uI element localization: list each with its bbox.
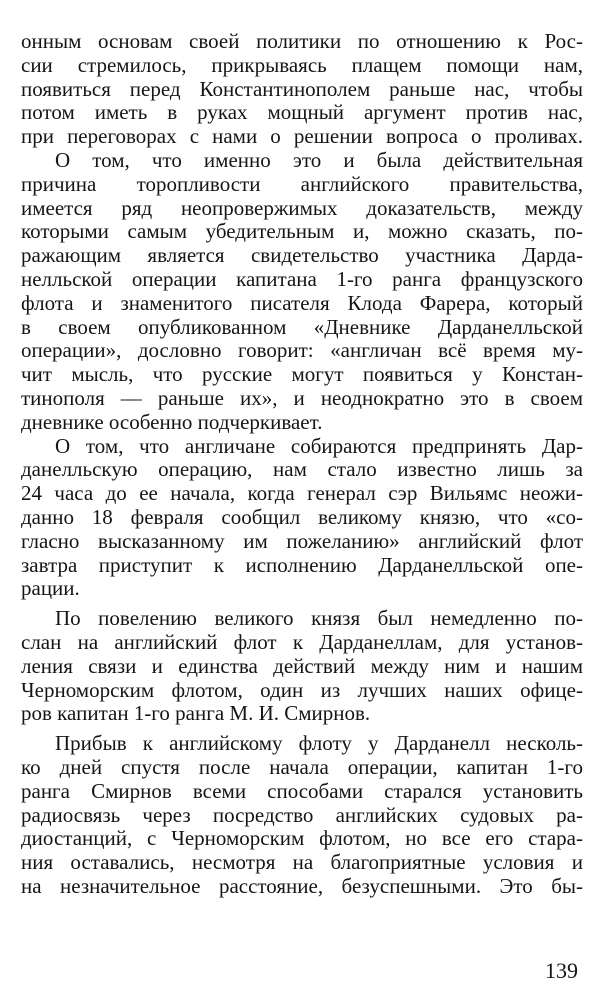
text-line: тинополя — раньше их», и неоднократно это в своем <box>21 385 583 410</box>
text-line: флота и знаменитого писателя Клода Фарера, который <box>21 290 583 315</box>
text-line: ния оставались, несмотря на благоприятные условия и <box>21 850 583 875</box>
text-line: на незначительное расстояние, безуспешными. Это бы- <box>21 873 583 898</box>
text-line: гласно высказанному им пожеланию» английский флот <box>21 528 583 553</box>
paragraph-4 <box>21 607 583 726</box>
text-line: ров капитан 1-го ранга М. И. Смирнов. <box>21 701 371 726</box>
text-line: По повелению великого князя был немедленно по- <box>55 606 583 631</box>
text-line: 24 часа до ее начала, когда генерал сэр Вильямс неожи- <box>21 481 583 506</box>
text-line: данелльскую операцию, нам стало известно лишь за <box>21 457 583 482</box>
text-line: сии стремилось, прикрываясь плащем помощи нам, <box>21 52 583 77</box>
text-line: потом иметь в руках мощный аргумент против нас, <box>21 100 583 125</box>
text-line: радиосвязь через посредство английских судовых ра- <box>21 802 583 827</box>
text-line: появиться перед Константинополем раньше нас, чтобы <box>21 76 583 101</box>
page-number: 139 <box>545 958 578 983</box>
text-line: рации. <box>21 576 80 601</box>
text-line: причина торопливости английского правительства, <box>21 171 583 196</box>
paragraph-2 <box>21 149 583 435</box>
text-line: Черноморским флотом, один из лучших наших офице- <box>21 677 583 702</box>
text-line: О том, что именно это и была действительная <box>55 147 583 172</box>
text-line: операции», дословно говорит: «англичан всё время му- <box>21 338 583 363</box>
paragraph-1 <box>21 30 583 149</box>
text-line: которыми самым убедительным и, можно сказать, по- <box>21 219 583 244</box>
text-line: Прибыв к английскому флоту у Дарданелл несколь- <box>55 731 583 756</box>
text-line: данно 18 февраля сообщил великому князю, что «со- <box>21 504 583 529</box>
text-line: в своем опубликованном «Дневнике Дарданелльской <box>21 314 583 339</box>
text-line: при переговорах с нами о решении вопроса о проливах. <box>21 124 583 149</box>
text-line: чит мысль, что русские могут появиться у Констан- <box>21 362 583 387</box>
text-line: ранга Смирнов всеми способами старался установить <box>21 778 583 803</box>
text-line: дневнике особенно подчеркивает. <box>21 409 323 434</box>
text-line: О том, что англичане собираются предпринять Дар- <box>55 433 583 458</box>
text-line: нелльской операции капитана 1-го ранга французского <box>21 266 583 291</box>
text-line: диостанций, с Черноморским флотом, но все его стара- <box>21 826 583 851</box>
paragraph-3 <box>21 435 583 602</box>
text-line: ления связи и единства действий между ним и нашим <box>21 653 583 678</box>
text-line: ко дней спустя после начала операции, капитан 1-го <box>21 754 583 779</box>
paragraph-5 <box>21 732 583 899</box>
text-line: онным основам своей политики по отношению к Рос- <box>21 29 583 53</box>
text-line: ражающим является свидетельство участника Дарда- <box>21 243 583 268</box>
text-line: слан на английский флот к Дарданеллам, для установ- <box>21 629 583 654</box>
page-body <box>21 30 583 899</box>
text-line: имеется ряд неопровержимых доказательств, между <box>21 195 583 220</box>
text-line: завтра приступит к исполнению Дарданелльской опе- <box>21 552 583 577</box>
